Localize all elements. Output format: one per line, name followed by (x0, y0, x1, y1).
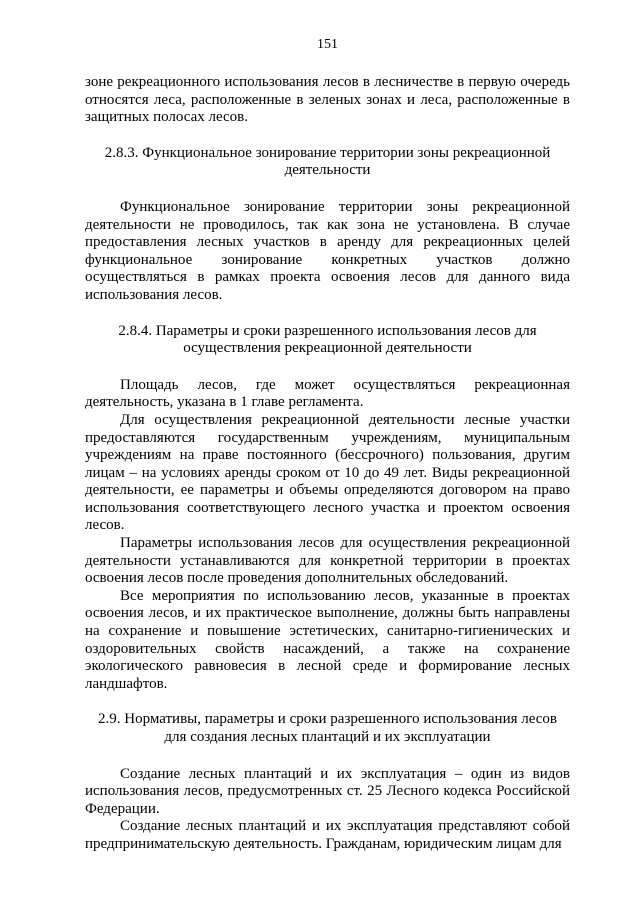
paragraph-provision: Для осуществления рекреационной деятельности лесные участки предоставляются государственным учреждениям, муниципальным учреждениям на праве постоянного (бессрочного) пользования, другим лицам – на условиях аренды сроком от 10 до 49 лет. Виды рекреационной деятельности, ее параметры и объемы определяются договором на право использования соответствующего лесного участка и проектом освоения лесов. (85, 411, 570, 534)
section-heading-2-8-3: 2.8.3. Функциональное зонирование территории зоны рекреационной деятельности (104, 144, 551, 179)
paragraph-parameters: Параметры использования лесов для осуществления рекреационной деятельности устанавливаются для конкретной территории в проектах освоения лесов после проведения дополнительных обследований. (85, 535, 570, 587)
spacer (85, 180, 570, 199)
spacer (85, 127, 570, 145)
page-number: 151 (317, 37, 338, 52)
paragraph-measures: Все мероприятия по использованию лесов, указанные в проектах освоения лесов, и их практическое выполнение, должны быть направлены на сохранение и повышение эстетических, санитарно-гигиенических и оздоровительных свойств насаждений, а также на сохранение экологического равновесия в лесной среде и формирование лесных ландшафтов. (85, 587, 570, 692)
section-heading-2-8-4: 2.8.4. Параметры и сроки разрешенного использования лесов для осуществления рекреационной деятельности (118, 322, 537, 357)
spacer (85, 358, 570, 377)
spacer (85, 747, 570, 766)
paragraph-area: Площадь лесов, где может осуществляться рекреационная деятельность, указана в 1 главе регламента. (85, 376, 570, 411)
spacer (85, 693, 570, 711)
paragraph-plantations: Создание лесных плантаций и их эксплуатация – один из видов использования лесов, предусмотренных ст. 25 Лесного кодекса Российской Федерации. (85, 765, 570, 817)
paragraph-entrepreneurship: Создание лесных плантаций и их эксплуатация представляют собой предпринимательскую деятельность. Гражданам, юридическим лицам для (85, 818, 570, 852)
paragraph-zoning: Функциональное зонирование территории зоны рекреационной деятельности не проводилось, так как зона не установлена. В случае предоставления лесных участков в аренду для рекреационных целей функциональное зонирование конкретных участков должно осуществляться в рамках проекта освоения лесов для данного вида использования лесов. (85, 198, 570, 303)
section-heading-2-9: 2.9. Нормативы, параметры и сроки разрешенного использования лесов для создания лесных плантаций и их эксплуатации (97, 711, 558, 745)
paragraph-intro: зоне рекреационного использования лесов в лесничестве в первую очередь относятся леса, расположенные в зеленых зонах и леса, расположенные в защитных полосах лесов. (85, 74, 570, 126)
spacer (85, 305, 570, 323)
